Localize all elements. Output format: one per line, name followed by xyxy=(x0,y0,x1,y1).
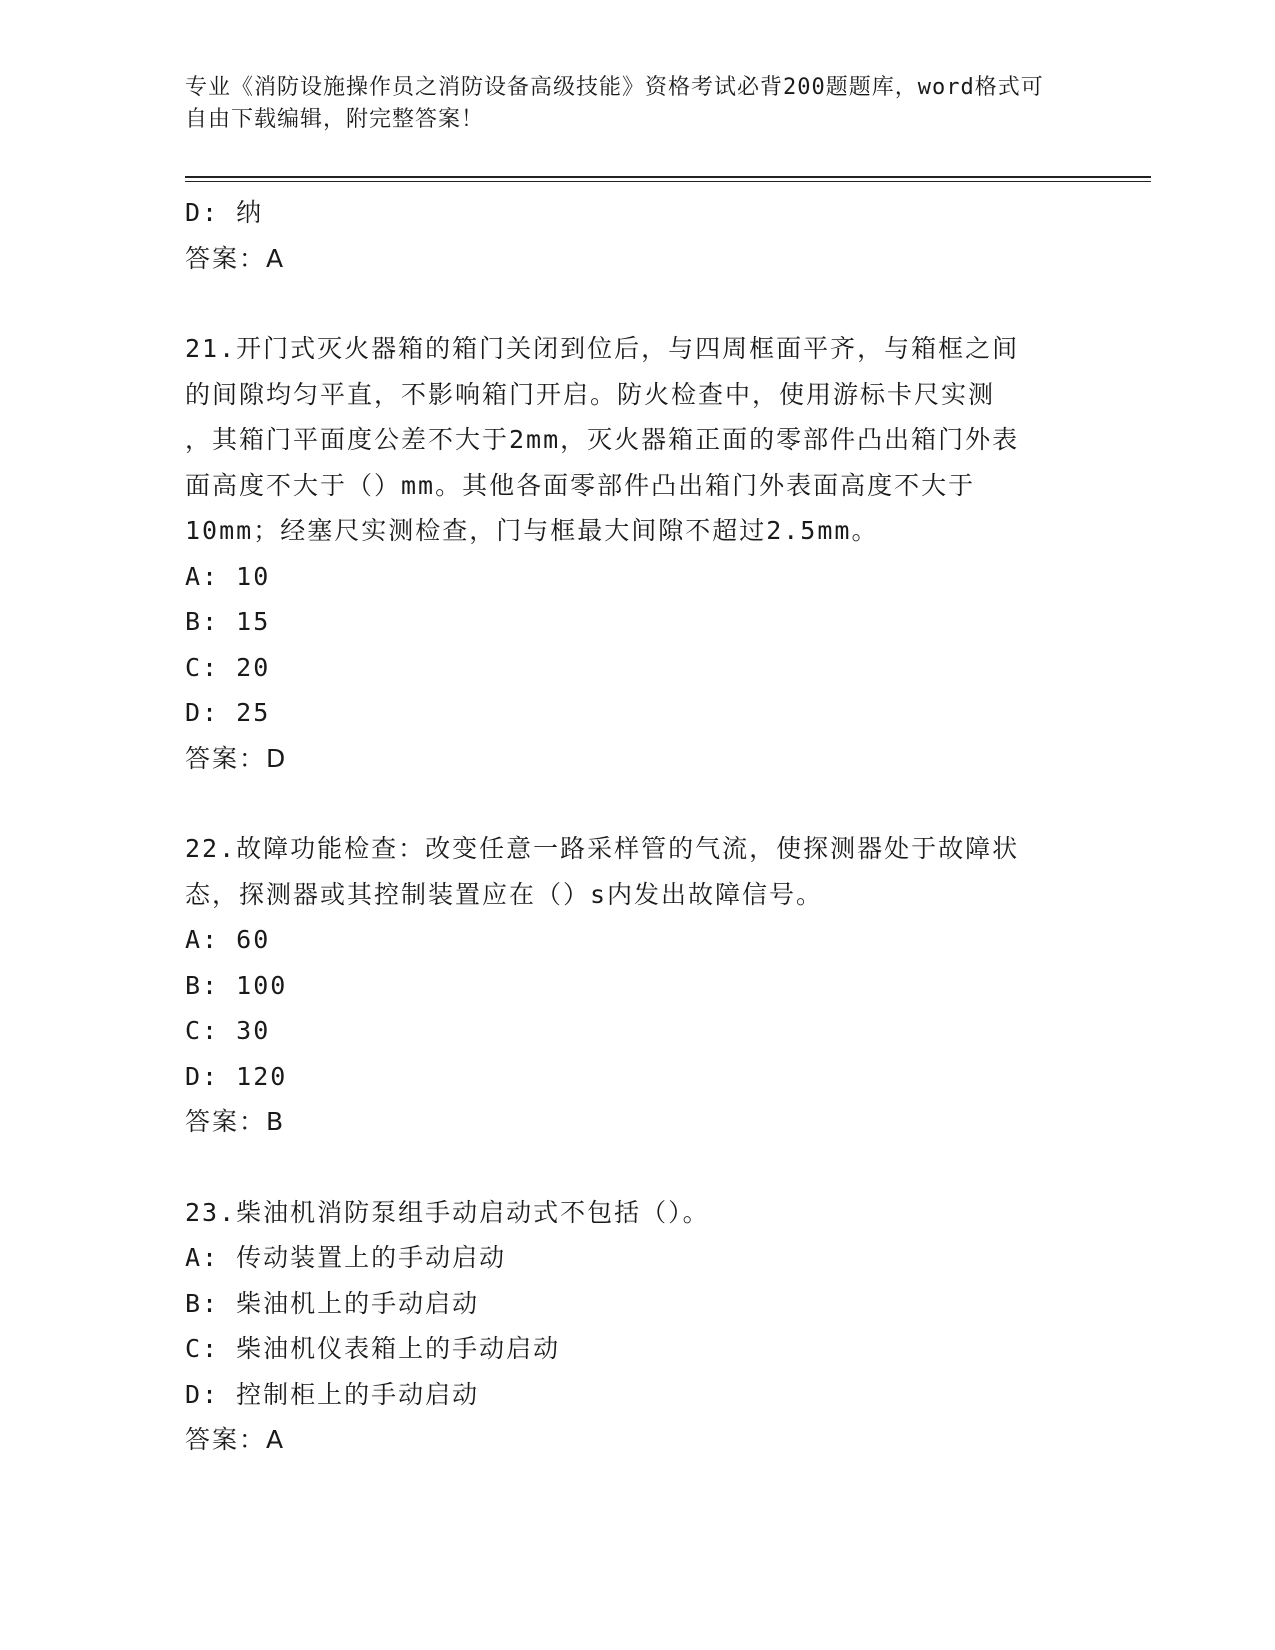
question-23-line-1: 23.柴油机消防泵组手动启动式不包括（）。 xyxy=(185,1197,710,1227)
question-21-line-3: ，其箱门平面度公差不大于2mm，灭火器箱正面的零部件凸出箱门外表 xyxy=(185,425,1020,454)
question-22-option-c: C: 30 xyxy=(185,1016,271,1045)
question-21-line-5: 10mm；经塞尺实测检查，门与框最大间隙不超过2.5mm。 xyxy=(185,516,879,545)
question-21-answer: 答案：D xyxy=(185,743,288,773)
question-23-option-a: A: 传动装置上的手动启动 xyxy=(185,1243,507,1272)
document-body xyxy=(185,190,1085,1463)
question-21-line-1: 21.开门式灭火器箱的箱门关闭到位后，与四周框面平齐，与箱框之间 xyxy=(185,334,1020,363)
question-23-option-b: B: 柴油机上的手动启动 xyxy=(185,1288,480,1318)
question-22-answer: 答案：B xyxy=(185,1107,286,1136)
header-rule-thin xyxy=(185,181,1151,182)
question-22-line-1: 22.故障功能检查：改变任意一路采样管的气流，使探测器处于故障状 xyxy=(185,834,1020,863)
question-22-line-2: 态，探测器或其控制装置应在（）s内发出故障信号。 xyxy=(185,879,824,909)
prev-answer: 答案：A xyxy=(185,243,286,273)
question-21-option-a: A: 10 xyxy=(185,561,271,591)
question-21-line-4: 面高度不大于（）mm。其他各面零部件凸出箱门外表面高度不大于 xyxy=(185,470,976,500)
question-23-option-d: D: 控制柜上的手动启动 xyxy=(185,1379,480,1409)
question-23-option-c: C: 柴油机仪表箱上的手动启动 xyxy=(185,1334,561,1363)
question-23 xyxy=(185,1190,1085,1463)
question-21-option-c: C: 20 xyxy=(185,652,271,682)
question-23-answer: 答案：A xyxy=(185,1425,286,1454)
header-rule-thick xyxy=(185,176,1151,178)
question-22-option-a: A: 60 xyxy=(185,925,271,954)
page-header: 专业《消防设施操作员之消防设备高级技能》资格考试必背200题题库，word格式可自由下载编辑，附完整答案！ xyxy=(185,75,1044,132)
question-21-line-2: 的间隙均匀平直，不影响箱门开启。防火检查中，使用游标卡尺实测 xyxy=(185,379,996,409)
question-22-option-b: B: 100 xyxy=(185,970,288,1000)
question-21 xyxy=(185,326,1085,781)
question-22 xyxy=(185,826,1085,1145)
question-21-option-b: B: 15 xyxy=(185,607,271,636)
prev-option-d: D: 纳 xyxy=(185,198,264,227)
question-22-option-d: D: 120 xyxy=(185,1061,288,1091)
question-21-option-d: D: 25 xyxy=(185,698,271,727)
